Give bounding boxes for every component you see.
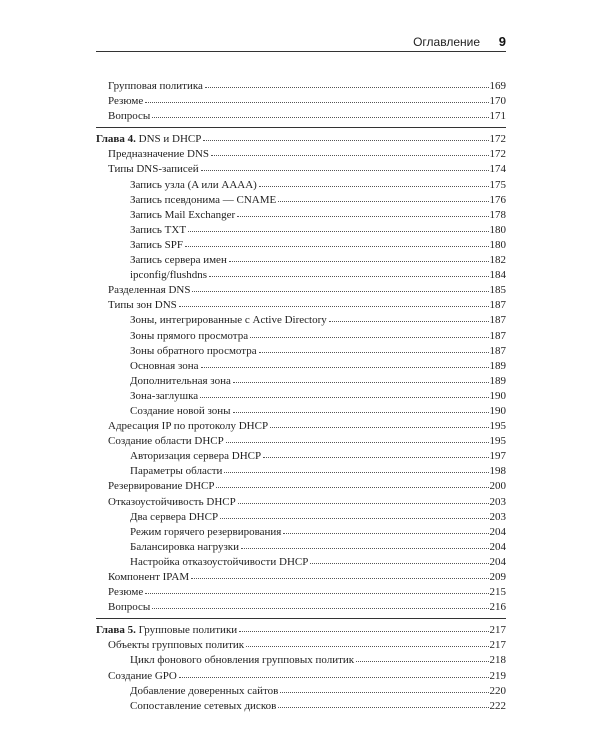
toc-entry-page: 198 <box>489 465 506 478</box>
toc-entry-title <box>96 623 237 638</box>
dot-leader <box>209 267 489 277</box>
toc-entry-text: Настройка отказоустойчивости DHCP <box>130 555 309 568</box>
toc-entry-text: Два сервера DHCP <box>130 510 219 523</box>
toc-section-entry <box>96 283 506 298</box>
toc-entry-text: Резервирование DHCP <box>108 480 215 493</box>
toc-subsection-entry <box>96 374 506 389</box>
dot-leader <box>201 161 489 171</box>
toc-subsection-entry <box>96 653 506 668</box>
running-header-section: Оглавление <box>413 35 480 49</box>
dot-leader <box>226 433 489 443</box>
toc-entry-title <box>96 132 201 147</box>
toc-subsection-entry <box>96 223 506 238</box>
table-of-contents <box>96 79 506 714</box>
toc-entry-page: 190 <box>489 404 506 417</box>
toc-entry-text: Адресация IP по протоколу DHCP <box>108 420 269 433</box>
toc-entry-title <box>108 600 150 615</box>
toc-chapter-entry <box>96 623 506 638</box>
toc-entry-page: 203 <box>489 510 506 523</box>
toc-entry-page: 178 <box>489 208 506 221</box>
toc-entry-text: Дополнительная зона <box>130 374 231 387</box>
dot-leader <box>280 683 488 693</box>
toc-entry-title <box>130 253 227 268</box>
dot-leader <box>233 403 489 413</box>
toc-entry-title <box>108 298 177 313</box>
toc-entry-text: Запись Mail Exchanger <box>130 208 236 221</box>
dot-leader <box>179 668 489 678</box>
toc-subsection-entry <box>96 329 506 344</box>
chapter-block <box>96 618 506 714</box>
running-header <box>96 35 506 52</box>
toc-subsection-entry <box>96 253 506 268</box>
toc-entry-page: 187 <box>489 344 506 357</box>
toc-subsection-entry <box>96 540 506 555</box>
toc-section-entry <box>96 79 506 94</box>
toc-entry-title <box>108 109 150 124</box>
toc-entry-text: Резюме <box>108 586 144 599</box>
toc-entry-title <box>130 525 281 540</box>
toc-subsection-entry <box>96 238 506 253</box>
toc-entry-title <box>130 268 207 283</box>
toc-subsection-entry <box>96 449 506 464</box>
toc-entry-text: Режим горячего резервирования <box>130 525 282 538</box>
dot-leader <box>179 297 489 307</box>
toc-entry-text: Цикл фонового обновления групповых политик <box>130 654 355 667</box>
dot-leader <box>220 509 488 519</box>
toc-entry-text: Параметры области <box>130 465 223 478</box>
dot-leader <box>145 584 488 594</box>
toc-section-entry <box>96 434 506 449</box>
toc-entry-page: 182 <box>489 254 506 267</box>
dot-leader <box>188 222 488 232</box>
toc-entry-title <box>130 510 218 525</box>
page-number: 9 <box>498 34 506 49</box>
toc-entry-page: 204 <box>489 525 506 538</box>
toc-entry-title <box>108 570 189 585</box>
toc-entry-text: Балансировка нагрузки <box>130 540 240 553</box>
toc-entry-page: 175 <box>489 178 506 191</box>
toc-entry-page: 180 <box>489 238 506 251</box>
toc-section-entry <box>96 479 506 494</box>
chapter-label: Глава 4. <box>96 133 136 146</box>
toc-entry-title <box>108 495 236 510</box>
toc-subsection-entry <box>96 464 506 479</box>
toc-entry-text: Запись сервера имен <box>130 254 227 267</box>
toc-entry-title <box>130 329 248 344</box>
dot-leader <box>283 524 488 534</box>
toc-entry-title <box>130 404 231 419</box>
toc-subsection-entry <box>96 404 506 419</box>
dot-leader <box>259 177 489 187</box>
toc-entry-text: Добавление доверенных сайтов <box>130 684 279 697</box>
dot-leader <box>356 652 488 662</box>
dot-leader <box>310 554 488 564</box>
toc-entry-page: 190 <box>489 389 506 402</box>
chapter-block <box>96 127 506 615</box>
toc-entry-text: ipconfig/flushdns <box>130 269 207 282</box>
dot-leader <box>278 192 488 202</box>
toc-entry-page: 204 <box>489 555 506 568</box>
toc-entry-page: 184 <box>489 269 506 282</box>
toc-entry-page: 189 <box>489 374 506 387</box>
toc-entry-text: Групповые политики <box>138 624 238 637</box>
toc-entry-page: 169 <box>489 80 506 92</box>
toc-entry-page: 187 <box>489 299 506 312</box>
toc-subsection-entry <box>96 344 506 359</box>
toc-entry-page: 219 <box>489 669 506 682</box>
toc-entry-page: 170 <box>489 95 506 108</box>
section-block <box>96 79 506 124</box>
dot-leader <box>329 312 489 322</box>
toc-subsection-entry <box>96 178 506 193</box>
toc-entry-title <box>108 79 203 94</box>
toc-subsection-entry <box>96 699 506 714</box>
dot-leader <box>229 252 489 262</box>
toc-section-entry <box>96 585 506 600</box>
toc-entry-text: Отказоустойчивость DHCP <box>108 495 236 508</box>
toc-entry-page: 176 <box>489 193 506 206</box>
toc-subsection-entry <box>96 268 506 283</box>
toc-entry-page: 187 <box>489 314 506 327</box>
dot-leader <box>278 698 488 708</box>
toc-entry-page: 185 <box>489 284 506 297</box>
toc-entry-text: Создание GPO <box>108 669 177 682</box>
dot-leader <box>263 448 488 458</box>
toc-entry-title <box>130 374 231 389</box>
toc-entry-title <box>130 555 308 570</box>
toc-entry-title <box>130 449 261 464</box>
toc-entry-page: 195 <box>489 420 506 433</box>
dot-leader <box>233 373 489 383</box>
toc-entry-text: Запись узла (A или AAAA) <box>130 178 257 191</box>
toc-section-entry <box>96 419 506 434</box>
toc-entry-title <box>108 434 224 449</box>
toc-entry-title <box>130 344 257 359</box>
toc-entry-title <box>130 653 354 668</box>
toc-chapter-entry <box>96 132 506 147</box>
toc-subsection-entry <box>96 208 506 223</box>
dot-leader <box>152 108 488 118</box>
dot-leader <box>185 237 488 247</box>
toc-entry-text: Сопоставление сетевых дисков <box>130 699 277 712</box>
toc-section-entry <box>96 638 506 653</box>
toc-entry-text: Авторизация сервера DHCP <box>130 450 262 463</box>
toc-subsection-entry <box>96 525 506 540</box>
toc-subsection-entry <box>96 313 506 328</box>
dot-leader <box>246 637 488 647</box>
dot-leader <box>237 207 488 217</box>
dot-leader <box>191 569 488 579</box>
toc-entry-title <box>130 389 198 404</box>
toc-section-entry <box>96 570 506 585</box>
toc-entry-page: 195 <box>489 435 506 448</box>
toc-section-entry <box>96 109 506 124</box>
toc-entry-title <box>108 669 177 684</box>
dot-leader <box>201 358 489 368</box>
toc-section-entry <box>96 600 506 615</box>
toc-subsection-entry <box>96 510 506 525</box>
dot-leader <box>203 131 488 141</box>
toc-entry-text: Групповая политика <box>108 80 203 92</box>
toc-entry-page: 203 <box>489 495 506 508</box>
toc-entry-text: Резюме <box>108 95 144 108</box>
toc-entry-text: Вопросы <box>108 110 151 123</box>
toc-entry-text: Объекты групповых политик <box>108 639 245 652</box>
toc-entry-page: 222 <box>489 699 506 712</box>
toc-entry-text: Вопросы <box>108 601 151 614</box>
dot-leader <box>216 478 488 488</box>
toc-section-entry <box>96 298 506 313</box>
toc-entry-page: 216 <box>489 601 506 614</box>
dot-leader <box>239 622 488 632</box>
toc-entry-page: 215 <box>489 586 506 599</box>
dot-leader <box>211 146 488 156</box>
toc-entry-text: Создание области DHCP <box>108 435 224 448</box>
toc-entry-text: Создание новой зоны <box>130 404 231 417</box>
toc-entry-title <box>108 94 143 109</box>
toc-entry-text: Разделенная DNS <box>108 284 191 297</box>
toc-entry-text: Основная зона <box>130 359 199 372</box>
chapter-label: Глава 5. <box>96 624 136 637</box>
dot-leader <box>192 282 488 292</box>
toc-entry-text: Зона-заглушка <box>130 389 199 402</box>
toc-entry-text: Типы зон DNS <box>108 299 177 312</box>
dot-leader <box>250 328 488 338</box>
dot-leader <box>200 388 488 398</box>
toc-subsection-entry <box>96 193 506 208</box>
dot-leader <box>270 418 488 428</box>
toc-entry-text: DNS и DHCP <box>138 133 202 146</box>
toc-entry-text: Зоны, интегрированные с Active Directory <box>130 314 327 327</box>
toc-entry-page: 217 <box>489 624 506 637</box>
dot-leader <box>205 78 489 88</box>
toc-section-entry <box>96 147 506 162</box>
toc-subsection-entry <box>96 684 506 699</box>
toc-entry-page: 217 <box>489 639 506 652</box>
toc-subsection-entry <box>96 389 506 404</box>
toc-entry-title <box>108 283 190 298</box>
toc-entry-text: Компонент IPAM <box>108 571 190 583</box>
toc-entry-text: Типы DNS-записей <box>108 163 199 176</box>
toc-entry-text: Зоны прямого просмотра <box>130 329 249 342</box>
toc-entry-title <box>130 178 257 193</box>
toc-entry-title <box>130 699 276 714</box>
toc-section-entry <box>96 162 506 177</box>
toc-entry-page: 220 <box>489 684 506 697</box>
toc-entry-page: 171 <box>489 110 506 123</box>
toc-entry-title <box>130 313 327 328</box>
toc-entry-page: 197 <box>489 450 506 463</box>
toc-entry-page: 180 <box>489 223 506 236</box>
toc-entry-text: Запись SPF <box>130 238 184 251</box>
toc-section-entry <box>96 669 506 684</box>
toc-entry-page: 172 <box>489 133 506 146</box>
toc-entry-text: Запись TXT <box>130 223 187 236</box>
toc-subsection-entry <box>96 359 506 374</box>
toc-entry-title <box>108 419 268 434</box>
toc-section-entry <box>96 94 506 109</box>
toc-entry-page: 209 <box>489 571 506 583</box>
toc-entry-title <box>130 464 222 479</box>
dot-leader <box>145 93 488 103</box>
dot-leader <box>152 599 488 609</box>
toc-entry-page: 187 <box>489 329 506 342</box>
dot-leader <box>224 463 488 473</box>
toc-entry-text: Зоны обратного просмотра <box>130 344 257 357</box>
toc-section-entry <box>96 495 506 510</box>
toc-entry-title <box>108 638 244 653</box>
toc-entry-title <box>130 208 235 223</box>
toc-entry-title <box>130 359 199 374</box>
toc-entry-page: 204 <box>489 540 506 553</box>
toc-entry-title <box>130 540 239 555</box>
toc-entry-title <box>130 238 183 253</box>
toc-entry-page: 189 <box>489 359 506 372</box>
toc-entry-title <box>130 684 278 699</box>
toc-entry-title <box>108 147 209 162</box>
toc-entry-text: Запись псевдонима — CNAME <box>130 193 277 206</box>
toc-entry-page: 174 <box>489 163 506 176</box>
toc-entry-title <box>108 162 199 177</box>
dot-leader <box>259 343 489 353</box>
toc-entry-page: 172 <box>489 148 506 161</box>
toc-entry-text: Предназначение DNS <box>108 148 210 161</box>
toc-subsection-entry <box>96 555 506 570</box>
toc-entry-page: 200 <box>489 480 506 493</box>
toc-entry-title <box>130 193 276 208</box>
dot-leader <box>238 494 489 504</box>
dot-leader <box>241 539 488 549</box>
toc-entry-title <box>108 479 214 494</box>
toc-entry-title <box>130 223 186 238</box>
toc-entry-page: 218 <box>489 654 506 667</box>
toc-entry-title <box>108 585 143 600</box>
